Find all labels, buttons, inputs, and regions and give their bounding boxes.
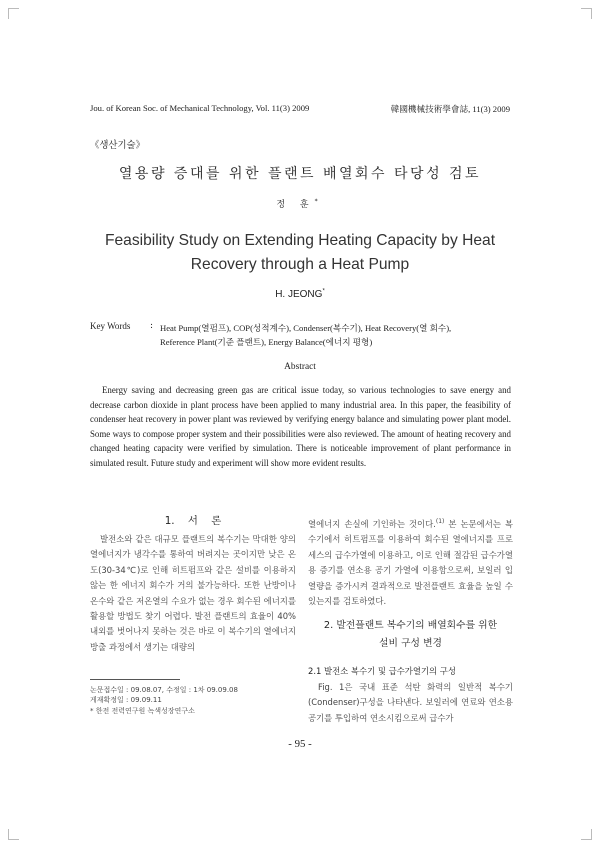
crop-mark-top-left [8, 8, 19, 19]
section2-heading-line2: 설비 구성 변경 [378, 638, 442, 649]
author-english [0, 289, 600, 300]
author-english-name: H. JEONG [275, 289, 323, 300]
footnote-affiliation: * 한전 전력연구원 녹색성장연구소 [90, 706, 195, 715]
author-korean-mark: * [314, 198, 324, 205]
section1-heading: 1. 서 론 [164, 515, 222, 527]
section2-heading-line1: 2. 발전플랜트 복수기의 배열회수를 위한 [323, 620, 498, 631]
paper-title-korean: 열용량 증대를 위한 플랜트 배열회수 타당성 검토 [118, 166, 482, 182]
abstract-text: Energy saving and decreasing green gas are critical issue today, so various technologies to save energy and decrease carbon dioxide in plant process have been applied to many industrial area. In this paper, the feasibility of condenser heat recovery in power plant was reviewed by verifying energy balance and simulating power plant model. Some ways to compose proper system and their possibilities were also reviewed. The amount of heating recovery and changed heating capacity were verified by simulation. There is noticeable improvement of plant performance in simulated result. Future study and experiment will show more evident results. [90, 385, 511, 468]
paper-title-english [80, 229, 520, 277]
journal-header-right: 韓國機械技術學會誌, 11(3) 2009 [390, 104, 510, 114]
citation-ref: (1) [435, 518, 445, 526]
section1-paragraph: 발전소와 같은 대규모 플랜트의 복수기는 막대한 양의 열에너지가 냉각수를 통하여 버려지는 곳이지만 낮은 온도(30-34℃)로 인해 히트펌프와 같은 설비를 이용하지 않는 한 에너지 회수가 거의 불가능하다. 또한 난방이나 온수와 같은 저온열의 수요가 없는 경우 회수된 에너지를 활용할 방법도 찾기 어렵다. 발전 플랜트의 효율이 40% 내외를 벗어나지 못하는 것은 바로 이 복수기의 열에너지 방출 과정에서 생기는 대량의 [90, 534, 296, 652]
author-korean [0, 197, 600, 210]
page-number: - 95 - [288, 738, 312, 750]
crop-mark-bottom-right [581, 829, 592, 840]
footnote [90, 685, 238, 716]
right-column-paragraph [308, 517, 513, 609]
journal-header-left: Jou. of Korean Soc. of Mechanical Technology, Vol. 11(3) 2009 [90, 103, 310, 113]
footnote-received: 논문접수일 : 09.08.07, 수정일 : 1차 09.09.08 [90, 686, 238, 694]
right-para-text-a: 열에너지 손실에 기인하는 것이다. [308, 519, 436, 529]
footnote-rule [90, 679, 180, 680]
paper-title-english-line1: Feasibility Study on Extending Heating Capacity by Heat [104, 232, 496, 249]
section2-paragraph: Fig. 1은 국내 표준 석탄 화력의 일반적 복수기(Condenser)구성을 나타낸다. 보일러에 연료와 연소용 공기를 투입하여 연소시킴으로써 급수가 [308, 682, 513, 723]
subsection-2-1-heading: 2.1 발전소 복수기 및 급수가열기의 구성 [308, 666, 456, 676]
crop-mark-top-right [581, 8, 592, 19]
keywords-colon: : [150, 321, 154, 331]
paper-title-english-line2: Recovery through a Heat Pump [190, 256, 410, 273]
author-korean-name: 정 훈 [276, 200, 315, 210]
abstract-heading: Abstract [284, 362, 316, 372]
keywords-line1: Heat Pump(열펌프), COP(성적계수), Condenser(복수기), Heat Recovery(열 회수), [160, 323, 452, 333]
section2-heading [308, 617, 513, 653]
footnote-accepted: 게재확정일 : 09.09.11 [90, 696, 162, 705]
keywords-label: Key Words [90, 321, 131, 331]
right-para-text-b: 본 논문에서는 복수기에서 히트펌프를 이용하여 회수된 열에너지를 프로세스의 급수가열에 이용하고, 이로 인해 절감된 급수가열용 증기를 연소용 공기 가열에 이용함으로써, 보일러 입열량을 증가시켜 결과적으로 발전플랜트 효율을 높일 수 있는지를 검토하였다. [308, 519, 513, 607]
author-english-mark: * [322, 288, 325, 295]
keywords-list [160, 321, 512, 349]
crop-mark-bottom-left [8, 829, 19, 840]
keywords-line2: Reference Plant(기준 플랜트), Energy Balance(에너지 평형) [160, 337, 373, 347]
category-label: 《생산기술》 [90, 140, 145, 151]
